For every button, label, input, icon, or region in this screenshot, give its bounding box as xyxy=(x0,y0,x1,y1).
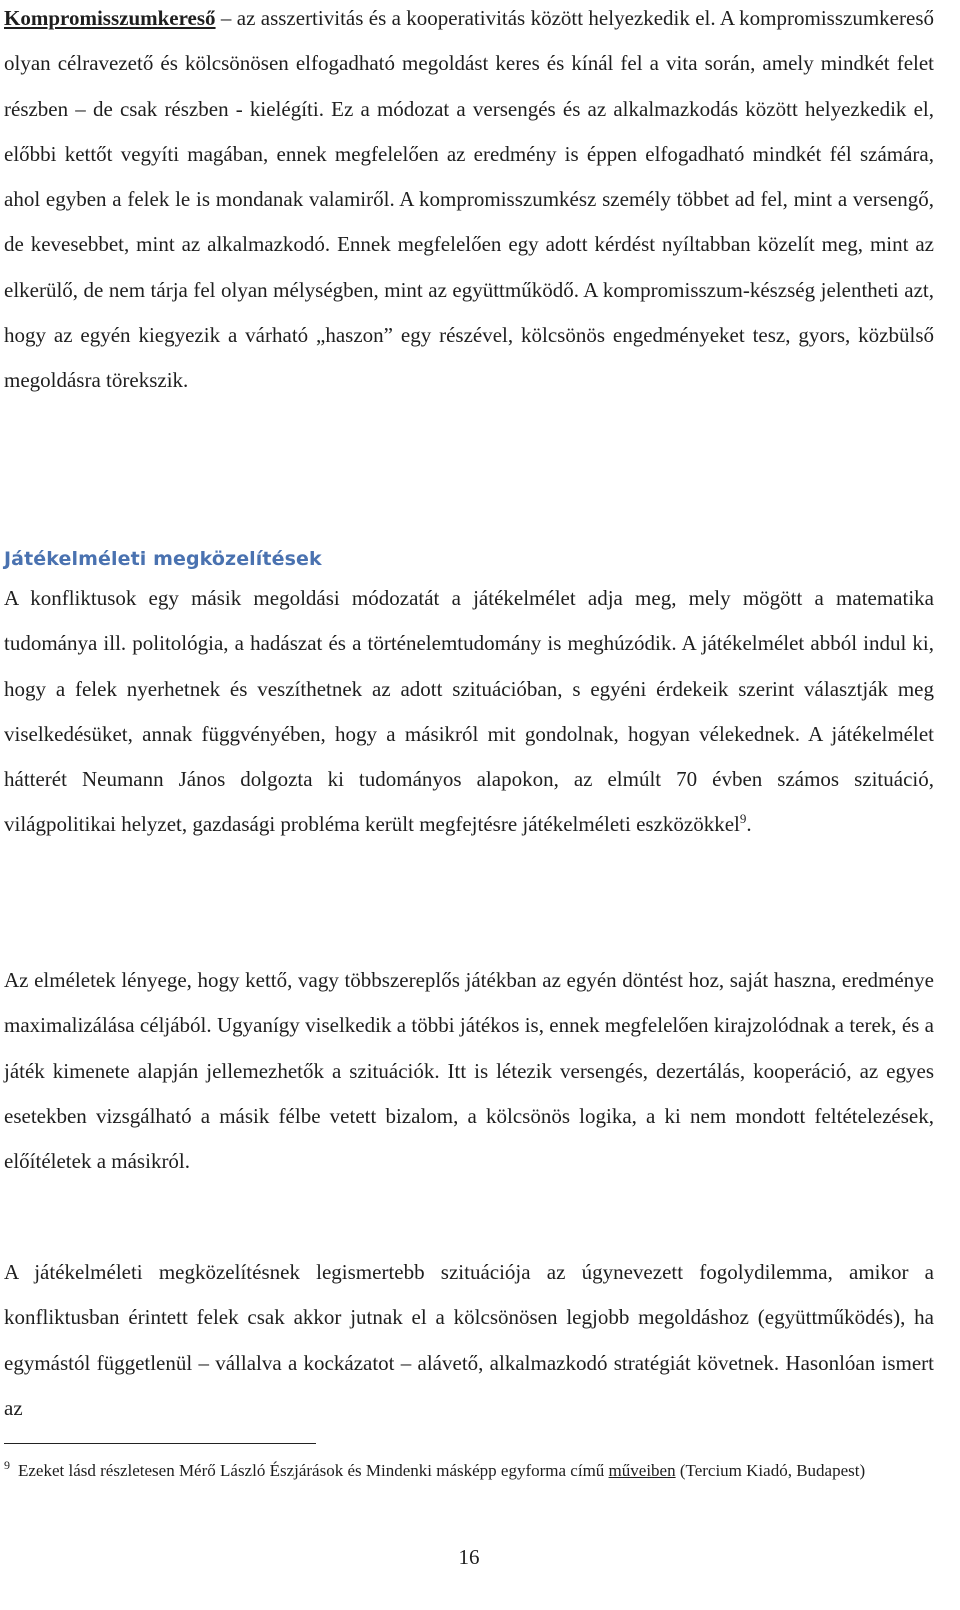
footnote-underlined-word: műveiben xyxy=(608,1461,676,1480)
footnote-number: 9 xyxy=(4,1458,10,1473)
footnote-divider xyxy=(4,1443,316,1444)
paragraph-text: A játékelméleti megközelítésnek legismertebb szituációja az úgynevezett fogolydilemma, amikor a konfliktusban érintett felek csak akkor jutnak el a kölcsönösen legjobb megoldáshoz (együttműködés), ha egymástól függetlenül – vállalva a kockázatot – alávető, alkalmazkodó stratégiát követnek. Hasonlóan ismert az xyxy=(4,1260,934,1420)
footnote-text-before: Ezeket lásd részletesen Mérő László Észjárások és Mindenki másképp egyforma című xyxy=(18,1461,609,1480)
paragraph-compromise-seeker xyxy=(4,0,934,404)
section-heading: Játékelméleti megközelítések xyxy=(4,548,322,570)
paragraph-prisoners-dilemma xyxy=(4,1250,934,1431)
paragraph-end: . xyxy=(746,812,752,837)
paragraph-game-theory-intro xyxy=(4,576,934,848)
paragraph-text: – az asszertivitás és a kooperativitás között helyezkedik el. A kompromisszumkereső olyan célravezető és kölcsönösen elfogadható megoldást keres és kínál fel a vita során, amely mindkét felet részben – de csak részben - kielégíti. Ez a módozat a versengés és az alkalmazkodás között helyezkedik el, előbbi kettőt vegyíti magában, ennek megfelelően az eredmény is éppen elfogadható mindkét fél számára, ahol egyben a felek le is mondanak valamiről. A kompromisszumkész személy többet ad fel, mint a versengő, de kevesebbet, mint az alkalmazkodó. Ennek megfelelően egy adott kérdést nyíltabban közelít meg, mint az elkerülő, de nem tárja fel olyan mélységben, mint az együttműködő. A kompromisszum-készség jelentheti azt, hogy az egyén kiegyezik a várható „haszon” egy részével, kölcsönös engedményeket tesz, gyors, közbülső megoldásra törekszik. xyxy=(4,6,934,393)
paragraph-theory-essence xyxy=(4,958,934,1184)
paragraph-text: Az elméletek lényege, hogy kettő, vagy többszereplős játékban az egyén döntést hoz, saját haszna, eredménye maximalizálása céljából. Ugyanígy viselkedik a többi játékos is, ennek megfelelően kirajzolódnak a terek, és a játék kimenete alapján jellemezhetők a szituációk. Itt is létezik versengés, dezertálás, kooperáció, az egyes esetekben vizsgálható a másik félbe vetett bizalom, a kölcsönös logika, a ki nem mondott feltételezések, előítéletek a másikról. xyxy=(4,968,934,1174)
document-page xyxy=(4,0,934,1610)
paragraph-text: A konfliktusok egy másik megoldási módozatát a játékelmélet adja meg, mely mögött a matematika tudománya ill. politológia, a hadászat és a történelemtudomány is meghúzódik. A játékelmélet abból indul ki, hogy a felek nyerhetnek és veszíthetnek az adott szituációban, s egyéni érdekeik szerint választják meg viselkedésüket, annak függvényében, hogy a másikról mit gondolnak, hogyan vélekednek. A játékelmélet hátterét Neumann János dolgozta ki tudományos alapokon, az elmúlt 70 évben számos szituáció, világpolitikai helyzet, gazdasági probléma került megfejtésre játékelméleti eszközökkel xyxy=(4,586,934,837)
footnote-reference[interactable]: 9 xyxy=(739,811,747,827)
page-number: 16 xyxy=(458,1545,480,1569)
footnote xyxy=(4,1458,934,1484)
footnote-text-after: (Tercium Kiadó, Budapest) xyxy=(675,1461,866,1480)
term-kompromisszumkereso: Kompromisszumkereső xyxy=(4,6,216,30)
